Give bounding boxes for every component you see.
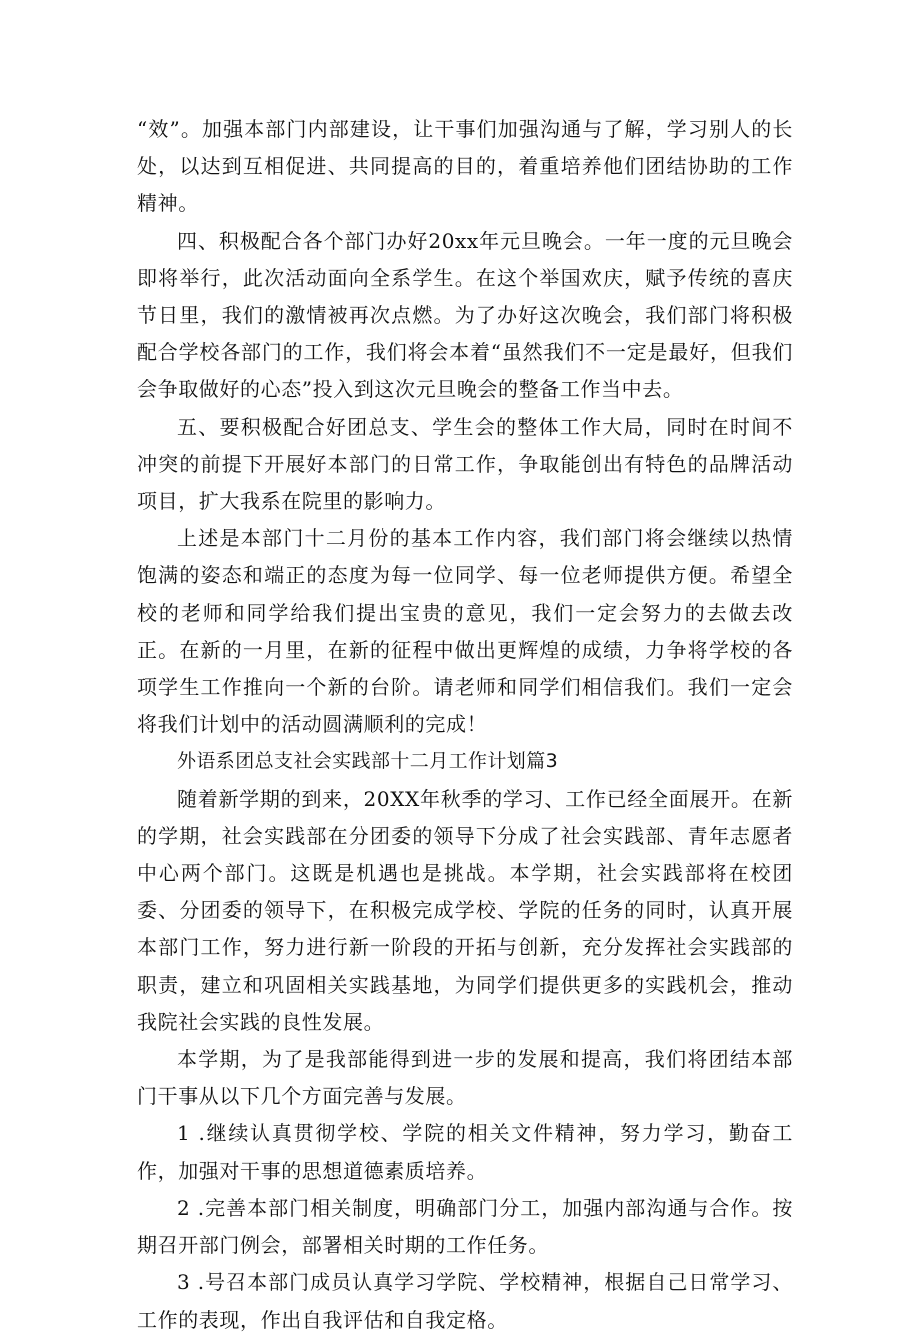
list-item-1: 1 .继续认真贯彻学校、学院的相关文件精神，努力学习，勤奋工作，加强对干事的思想道德素质培养。	[137, 1121, 793, 1183]
paragraph-1: “效”。加强本部门内部建设，让干事们加强沟通与了解，学习别人的长处，以达到互相促进、共同提高的目的，着重培养他们团结协助的工作精神。	[137, 117, 793, 216]
document-body	[137, 111, 793, 1339]
paragraph-3: 五、要积极配合好团总支、学生会的整体工作大局，同时在时间不冲突的前提下开展好本部门的日常工作，争取能创出有特色的品牌活动项目，扩大我系在院里的影响力。	[137, 414, 793, 514]
paragraph-6: 本学期，为了是我部能得到进一步的发展和提高，我们将团结本部门干事从以下几个方面完善与发展。	[137, 1047, 793, 1109]
section-heading: 外语系团总支社会实践部十二月工作计划篇3	[177, 750, 559, 773]
paragraph-5: 随着新学期的到来，20XX年秋季的学习、工作已经全面展开。在新的学期，社会实践部在分团委的领导下分成了社会实践部、青年志愿者中心两个部门。这既是机遇也是挑战。本学期，社会实践部将在校团委、分团委的领导下，在积极完成学校、学院的任务的同时，认真开展本部门工作，努力进行新一阶段的开拓与创新，充分发挥社会实践部的职责，建立和巩固相关实践基地，为同学们提供更多的实践机会，推动我院社会实践的良性发展。	[137, 786, 793, 1034]
paragraph-2: 四、积极配合各个部门办好20xx年元旦晚会。一年一度的元旦晚会即将举行，此次活动面向全系学生。在这个举国欢庆，赋予传统的喜庆节日里，我们的激情被再次点燃。为了办好这次晚会，我们部门将积极配合学校各部门的工作，我们将会本着“虽然我们不一定是最好，但我们会争取做好的心态”投入到这次元旦晚会的整备工作当中去。	[137, 228, 793, 402]
list-item-3: 3 .号召本部门成员认真学习学院、学校精神，根据自己日常学习、工作的表现，作出自我评估和自我定格。	[137, 1270, 793, 1332]
paragraph-4: 上述是本部门十二月份的基本工作内容，我们部门将会继续以热情饱满的姿态和端正的态度为每一位同学、每一位老师提供方便。希望全校的老师和同学给我们提出宝贵的意见，我们一定会努力的去做去改正。在新的一月里，在新的征程中做出更辉煌的成绩，力争将学校的各项学生工作推向一个新的台阶。请老师和同学们相信我们。我们一定会将我们计划中的活动圆满顺利的完成！	[137, 526, 793, 737]
list-item-2: 2 .完善本部门相关制度，明确部门分工，加强内部沟通与合作。按期召开部门例会，部署相关时期的工作任务。	[137, 1195, 793, 1258]
